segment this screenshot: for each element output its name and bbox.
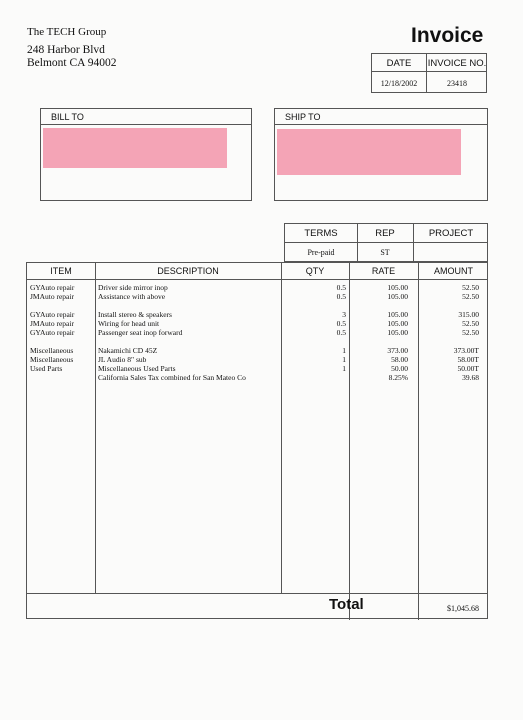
cell-rate: 105.00 [387, 292, 408, 301]
cell-qty: 0.5 [336, 328, 346, 337]
company-address-line2: Belmont CA 94002 [27, 57, 117, 69]
cell-item: GYAuto repair [30, 310, 75, 319]
cell-amount: 52.50 [462, 283, 479, 292]
table-row [27, 292, 487, 301]
cell-rate: 105.00 [387, 319, 408, 328]
col-header-amount: AMOUNT [434, 266, 473, 276]
table-row [27, 328, 487, 337]
cell-qty: 0.5 [336, 319, 346, 328]
cell-description: Install stereo & speakers [98, 310, 172, 319]
cell-qty: 1 [342, 346, 346, 355]
cell-rate: 105.00 [387, 283, 408, 292]
cell-amount: 373.00T [453, 346, 479, 355]
cell-description: Miscellaneous Used Parts [98, 364, 176, 373]
col-header-rate: RATE [371, 266, 396, 276]
table-row [27, 346, 487, 355]
bill-to-redaction [43, 128, 227, 168]
cell-description: Passenger seat inop forward [98, 328, 183, 337]
bill-to-label: BILL TO [51, 112, 84, 122]
table-row [27, 355, 487, 364]
rep-label: REP [375, 228, 395, 239]
cell-item: Miscellaneous [30, 355, 74, 364]
cell-rate: 105.00 [387, 310, 408, 319]
invoice-no-label: INVOICE NO. [427, 58, 487, 69]
cell-item: Used Parts [30, 364, 63, 373]
line-items-table [26, 262, 488, 619]
invoice-date: 12/18/2002 [380, 79, 418, 88]
project-label: PROJECT [428, 228, 474, 239]
ship-to-label: SHIP TO [285, 112, 321, 122]
cell-qty: 1 [342, 364, 346, 373]
cell-description: Nakamichi CD 45Z [98, 346, 158, 355]
table-row [27, 319, 487, 328]
invoice-header-box [371, 53, 487, 93]
cell-item: GYAuto repair [30, 328, 75, 337]
table-row [27, 283, 487, 292]
cell-item: GYAuto repair [30, 283, 75, 292]
cell-amount: 58.00T [457, 355, 479, 364]
date-label: DATE [386, 58, 412, 69]
cell-amount: 52.50 [462, 319, 479, 328]
cell-amount: 39.68 [462, 373, 479, 382]
cell-rate: 58.00 [391, 355, 408, 364]
col-header-item: ITEM [50, 266, 72, 276]
cell-description: Assistance with above [98, 292, 166, 301]
cell-amount: 52.50 [462, 328, 479, 337]
cell-description: California Sales Tax combined for San Mateo Co [98, 373, 246, 382]
col-header-qty: QTY [305, 266, 325, 276]
cell-rate: 373.00 [387, 346, 408, 355]
table-row [27, 373, 487, 382]
total-label: Total [329, 596, 364, 613]
cell-amount: 50.00T [457, 364, 479, 373]
cell-amount: 315.00 [458, 310, 479, 319]
rep-value: ST [380, 248, 390, 257]
invoice-number: 23418 [447, 79, 467, 88]
cell-description: JL Audio 8" sub [98, 355, 147, 364]
ship-to-redaction [277, 129, 461, 175]
cell-item: JMAuto repair [30, 292, 74, 301]
document-title: Invoice [411, 24, 484, 47]
cell-item: Miscellaneous [30, 346, 74, 355]
cell-qty: 0.5 [336, 283, 346, 292]
cell-rate: 105.00 [387, 328, 408, 337]
terms-label: TERMS [304, 228, 338, 239]
total-value: $1,045.68 [447, 604, 479, 613]
cell-item: JMAuto repair [30, 319, 74, 328]
terms-box [284, 223, 488, 262]
col-header-description: DESCRIPTION [157, 266, 219, 276]
table-row [27, 364, 487, 373]
bill-to-box [40, 108, 252, 201]
cell-qty: 0.5 [336, 292, 346, 301]
company-address-line1: 248 Harbor Blvd [27, 44, 105, 56]
ship-to-box [274, 108, 488, 201]
cell-description: Wiring for head unit [98, 319, 160, 328]
company-name: The TECH Group [27, 26, 107, 38]
cell-amount: 52.50 [462, 292, 479, 301]
table-row [27, 310, 487, 319]
cell-rate: 8.25% [388, 373, 408, 382]
terms-value: Pre-paid [307, 248, 335, 257]
cell-rate: 50.00 [391, 364, 408, 373]
cell-qty: 3 [342, 310, 346, 319]
cell-qty: 1 [342, 355, 346, 364]
cell-description: Driver side mirror inop [98, 283, 168, 292]
